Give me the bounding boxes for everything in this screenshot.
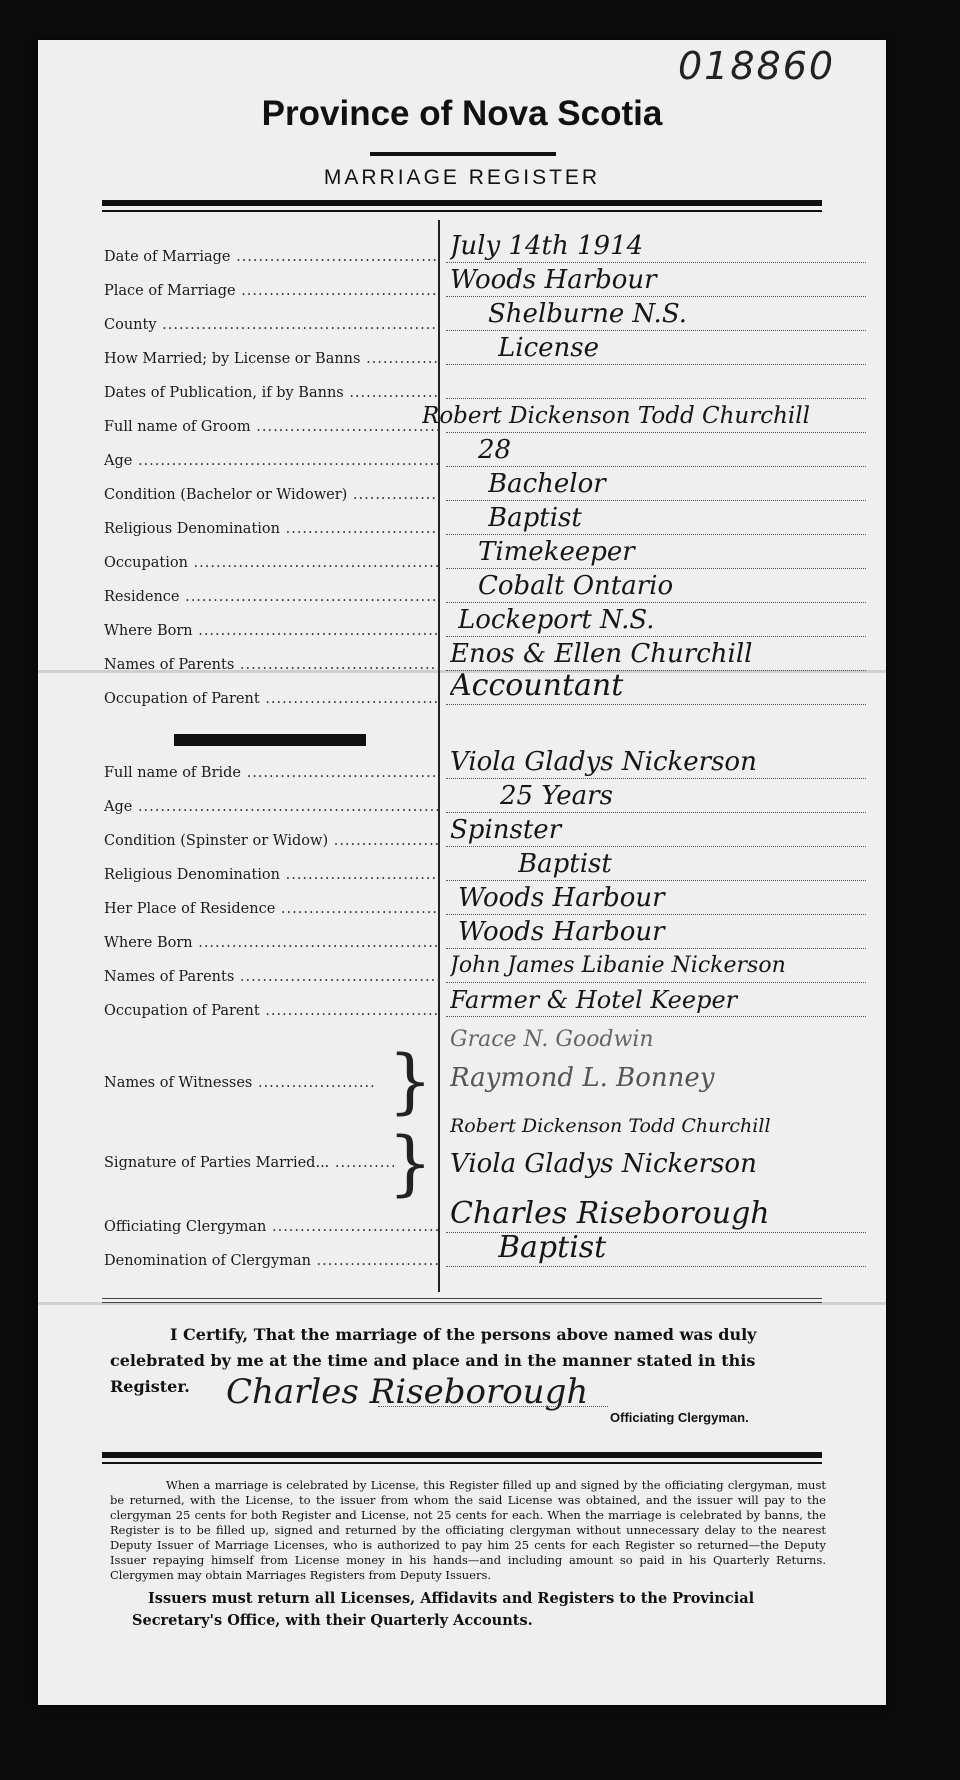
field-label-bride-birthplace: Where Born .....: [104, 932, 439, 954]
field-label-dates-of-publication: Dates of Publication, if by Banns .....: [104, 382, 439, 404]
field-line: [446, 636, 866, 637]
field-value-bride-condition: Spinster: [450, 815, 562, 845]
witness-value-1: Grace N. Goodwin: [450, 1027, 654, 1052]
certification-statement: I Certify, That the marriage of the persons above named was duly celebrated by me at the time and place and in the manner stated in this Register.: [110, 1325, 757, 1396]
field-value-groom-religion: Baptist: [488, 503, 582, 533]
marriage-register-document: [38, 40, 886, 1705]
field-label-groom-residence: Residence .....: [104, 586, 439, 608]
field-label-groom-parents: Names of Parents .....: [104, 654, 439, 676]
field-line: [446, 704, 866, 705]
field-value-county: Shelburne N.S.: [488, 299, 687, 329]
field-value-bride-parent-occupation: Farmer & Hotel Keeper: [450, 986, 738, 1014]
field-label-groom-age: Age .....: [104, 450, 439, 472]
brace-witnesses: }: [388, 1040, 433, 1122]
field-line: [446, 500, 866, 501]
field-line: [446, 398, 866, 399]
field-value-officiating-clergyman: Charles Riseborough: [450, 1198, 770, 1230]
document-title: Province of Nova Scotia: [261, 94, 663, 133]
signature-role: Officiating Clergyman.: [610, 1410, 749, 1425]
header-rule: [102, 200, 822, 206]
signature-line: [378, 1406, 608, 1407]
column-divider: [438, 220, 440, 1292]
field-label-groom-parent-occupation: Occupation of Parent .....: [104, 688, 439, 710]
field-label-groom-birthplace: Where Born .....: [104, 620, 439, 642]
field-value-groom-occupation: Timekeeper: [478, 537, 635, 567]
field-value-groom-parent-occupation: Accountant: [450, 670, 624, 702]
field-line: [446, 846, 866, 847]
field-line: [446, 466, 866, 467]
field-line: [446, 296, 866, 297]
field-line: [446, 948, 866, 949]
field-label-county: County .....: [104, 314, 439, 336]
field-line: [446, 568, 866, 569]
field-line: [446, 880, 866, 881]
witness-value-2: Raymond L. Bonney: [450, 1063, 715, 1093]
field-label-bride-age: Age .....: [104, 796, 439, 818]
field-label-signatures: Signature of Parties Married... .....: [104, 1152, 394, 1174]
field-line: [446, 534, 866, 535]
field-label-groom-name: Full name of Groom .....: [104, 416, 439, 438]
field-label-date-of-marriage: Date of Marriage .....: [104, 246, 439, 268]
field-value-bride-religion: Baptist: [518, 849, 612, 879]
field-value-groom-birthplace: Lockeport N.S.: [458, 605, 655, 635]
certification-rule: [102, 1302, 822, 1303]
field-value-bride-residence: Woods Harbour: [458, 883, 665, 913]
reference-number: 018860: [678, 44, 836, 88]
header-rule-thin: [102, 210, 822, 212]
notice-paragraph: When a marriage is celebrated by License, this Register filled up and signed by the officiating clergyman, must be returned, with the License, to the issuer from whom the said License was obtained, and the issuer will pay to the clergyman 25 cents for both Register and License, not 25 cents for each. When the marriage is celebrated by banns, the Register is to be filled up, signed and returned by the officiating clergyman without unnecessary delay to the nearest Deputy Issuer of Marriage Licenses, who is authorized to pay him 25 cents for each Register so returned—the Deputy Issuer repaying himself from License money in his hands—and including amount so paid in his Quarterly Returns. Clergymen may obtain Marriages Registers from Deputy Issuers.: [110, 1478, 826, 1582]
field-label-groom-occupation: Occupation .....: [104, 552, 439, 574]
field-label-officiating-clergyman: Officiating Clergyman .....: [104, 1216, 439, 1238]
field-line: [446, 812, 866, 813]
document-subtitle: MARRIAGE REGISTER: [323, 166, 601, 189]
field-label-bride-religion: Religious Denomination .....: [104, 864, 439, 886]
field-value-clergy-denomination: Baptist: [498, 1232, 607, 1264]
field-label-bride-parent-occupation: Occupation of Parent .....: [104, 1000, 439, 1022]
field-label-bride-residence: Her Place of Residence .....: [104, 898, 439, 920]
field-value-place-of-marriage: Woods Harbour: [450, 265, 657, 295]
field-value-groom-parents: Enos & Ellen Churchill: [450, 639, 753, 669]
field-value-bride-birthplace: Woods Harbour: [458, 917, 665, 947]
field-value-bride-parents: John James Libanie Nickerson: [450, 953, 786, 978]
certification-rule: [102, 1298, 822, 1299]
field-label-bride-condition: Condition (Spinster or Widow) .....: [104, 830, 439, 852]
field-label-place-of-marriage: Place of Marriage .....: [104, 280, 439, 302]
field-label-bride-parents: Names of Parents .....: [104, 966, 439, 988]
field-label-clergy-denomination: Denomination of Clergyman .....: [104, 1250, 439, 1272]
field-line: [446, 982, 866, 983]
field-line: [446, 1266, 866, 1267]
field-value-groom-age: 28: [478, 435, 512, 465]
field-line: [446, 262, 866, 263]
field-value-bride-name: Viola Gladys Nickerson: [450, 747, 757, 777]
field-label-how-married: How Married; by License or Banns .....: [104, 348, 439, 370]
field-value-dates-of-publication: [450, 366, 890, 398]
clergyman-signature: Charles Riseborough: [226, 1372, 589, 1412]
brace-signatures: }: [388, 1122, 433, 1204]
field-line: [446, 432, 866, 433]
field-label-witnesses: Names of Witnesses .....: [104, 1072, 374, 1094]
field-line: [446, 1016, 866, 1017]
section-divider-bar: [174, 734, 366, 746]
field-value-groom-name: Robert Dickenson Todd Churchill: [422, 403, 811, 429]
field-line: [446, 602, 866, 603]
field-label-bride-name: Full name of Bride .....: [104, 762, 439, 784]
field-line: [446, 914, 866, 915]
signature-value-groom: Robert Dickenson Todd Churchill: [450, 1115, 771, 1137]
issuers-instructions: Issuers must return all Licenses, Affidavits and Registers to the Provincial Secretary's Office, with their Quarterly Accounts.: [132, 1590, 755, 1629]
field-line: [446, 778, 866, 779]
field-value-date-of-marriage: July 14th 1914: [450, 231, 644, 261]
field-line: [446, 364, 866, 365]
field-label-groom-religion: Religious Denomination .....: [104, 518, 439, 540]
signature-value-bride: Viola Gladys Nickerson: [450, 1149, 757, 1179]
field-line: [446, 330, 866, 331]
field-value-bride-age: 25 Years: [500, 781, 613, 811]
notice-rule-thin: [102, 1462, 822, 1464]
field-value-how-married: License: [498, 333, 600, 363]
notice-rule: [102, 1452, 822, 1458]
field-label-groom-condition: Condition (Bachelor or Widower) .....: [104, 484, 439, 506]
field-value-groom-residence: Cobalt Ontario: [478, 571, 674, 601]
title-rule: [370, 152, 556, 156]
field-value-groom-condition: Bachelor: [488, 469, 606, 499]
